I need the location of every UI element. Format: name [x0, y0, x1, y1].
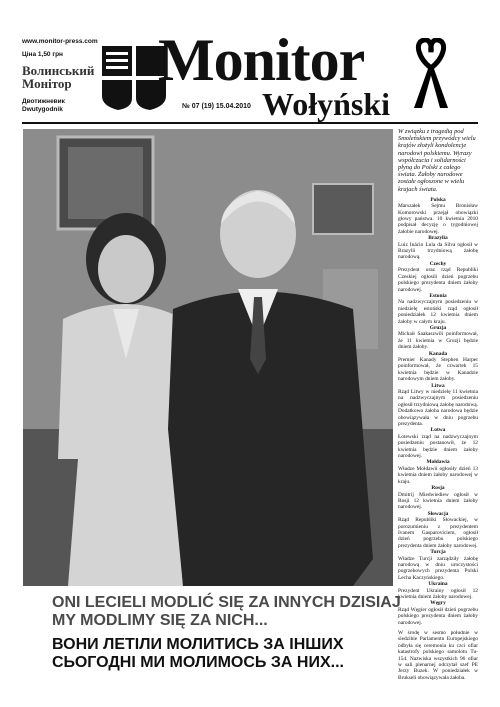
country-name: Łotwa: [430, 427, 446, 434]
country-text: Rząd Republiki Słowackiej, w porozumieniu z prezydentem Ivanem Gasparoviciem, ogłosił dzień pogrzebu polskiego prezydenta dniem żałoby narodowej.: [398, 517, 478, 549]
country-name: Estonia: [429, 292, 447, 299]
country-text: Dmitrij Miedwiediew ogłosił w Rosji 12 kwietnia dniem żałoby narodowej.: [398, 491, 478, 511]
country-name: Polska: [430, 196, 446, 203]
masthead-rule: [22, 122, 478, 124]
frequency-ua: Двотижневик: [22, 98, 65, 105]
country-name: Brazylia: [428, 235, 448, 242]
masthead-title: Monitor: [158, 27, 365, 93]
country-text: Marszałek Sejmu Bronisław Komorowski przejął obowiązki głowy państwa. 10 kwietnia 2010 podpisał decyzję o tygodniowej żałobie narodowej.: [398, 203, 478, 235]
country-text: Prezydent oraz rząd Republiki Czeskiej ogłosili dzień pogrzebu polskiego prezydenta dniem żałoby narodowej.: [398, 267, 478, 293]
country-text: Władze Mołdawii ogłosiły dzień 13 kwietnia dniem żałoby narodowej w kraju.: [398, 465, 478, 485]
mourning-ribbon-icon: [408, 38, 454, 110]
country-name: Słowacja: [427, 510, 449, 517]
country-text: Na nadzwyczajnym posiedzeniu w niedzielę estoński rząd ogłosił poniedziałek 12 kwietnia dniem żałoby w całym kraju.: [398, 299, 478, 325]
country-text: Prezydent Ukrainy ogłosił 12 kwietnia dniem żałoby narodowej.: [398, 587, 478, 601]
country-text: Premier Kanady Stephen Harper poinformował, że czwartek 15 kwietnia będzie w Kanadzie narodowym dniem żałoby.: [398, 356, 478, 383]
country-name: Turcja: [430, 549, 446, 556]
country-text: Łotewski rząd na nadzwyczajnym posiedzeniu postanowił, że 12 kwietnia będzie dniem żałoby narodowej.: [398, 433, 478, 460]
country-name: Węgry: [430, 600, 446, 607]
country-text: Luiz Inácio Lula da Silva ogłosił w Brazylii trzydniową żałobę narodową.: [398, 241, 478, 261]
country-text: Rząd Węgier ogłosił dzień pogrzebu polskiego prezydenta dniem żałoby narodowej.: [398, 606, 478, 626]
country-text: Michaił Saakaszwili poinformował, że 11 kwietnia w Gruzji będzie dniem żałoby.: [398, 331, 478, 351]
ukrainian-title: Волинський Монітор: [22, 63, 95, 91]
column-lead: W związku z tragedią pod Smoleńskiem przywódcy wielu krajów złożyli kondolencje narodowi polskiemu. Wyrazy współczucia i solidarności płyną do Polski z całego świata. Żałoby narodowe zostałe ogłoszone w wielu krajach świata.: [398, 128, 476, 193]
price-label: Ціна 1,50 грн: [22, 51, 63, 58]
country-name: Kanada: [428, 350, 448, 357]
cover-photo: [23, 129, 393, 586]
headline-ukrainian: ВОНИ ЛЕТІЛИ МОЛИТИСЬ ЗА ІНШИХ СЬОГОДНІ МИ МОЛИМОСЬ ЗА НИХ...: [52, 636, 344, 671]
country-name: Rosja: [431, 485, 445, 492]
masthead-subtitle: Wołyński: [262, 86, 391, 122]
column-closing: W środę w sesmo południe w siedzibie Parlamentu Europejskiego odbyła się ceremonia ku czci ofiar katastrofy polskiego samolotu Tu-154. Nazwiska wszystkich 96 ofiar w sali plenarnej odczytał szef PE Jerzy Buzek. W poniedziałek w Brukseli obowiązywała żałoba.: [398, 630, 478, 681]
frequency-label: [22, 98, 65, 114]
website-url: www.monitor-press.com: [22, 38, 98, 45]
country-name: Czechy: [429, 260, 447, 267]
country-name: Ukraina: [428, 581, 448, 588]
headline-polish: ONI LECIELI MODLIĆ SIĘ ZA INNYCH DZISIAJ MY MODLIMY SIĘ ZA NICH...: [52, 594, 401, 629]
country-text: Rząd Litwy w niedzielę 11 kwietnia na nadzwyczajnym posiedzeniu ogłosił trzydniową żałobę narodową. Dodatkowo żałoba narodowa będzie obowiązywała w dniu pogrzebu prezydenta.: [398, 389, 478, 428]
country-name: Gruzja: [429, 324, 447, 331]
country-text: Władze Turcji zarządziły żałobę narodową w dniu uroczystości pogrzebowych prezydenta Polski Lecha Kaczyńskiego.: [398, 555, 478, 581]
country-name: Litwa: [431, 382, 445, 389]
issue-number: № 07 (19) 15.04.2010: [182, 103, 251, 110]
frequency-pl: Dwutygodnik: [22, 106, 63, 113]
country-name: Mołdawia: [426, 459, 450, 466]
